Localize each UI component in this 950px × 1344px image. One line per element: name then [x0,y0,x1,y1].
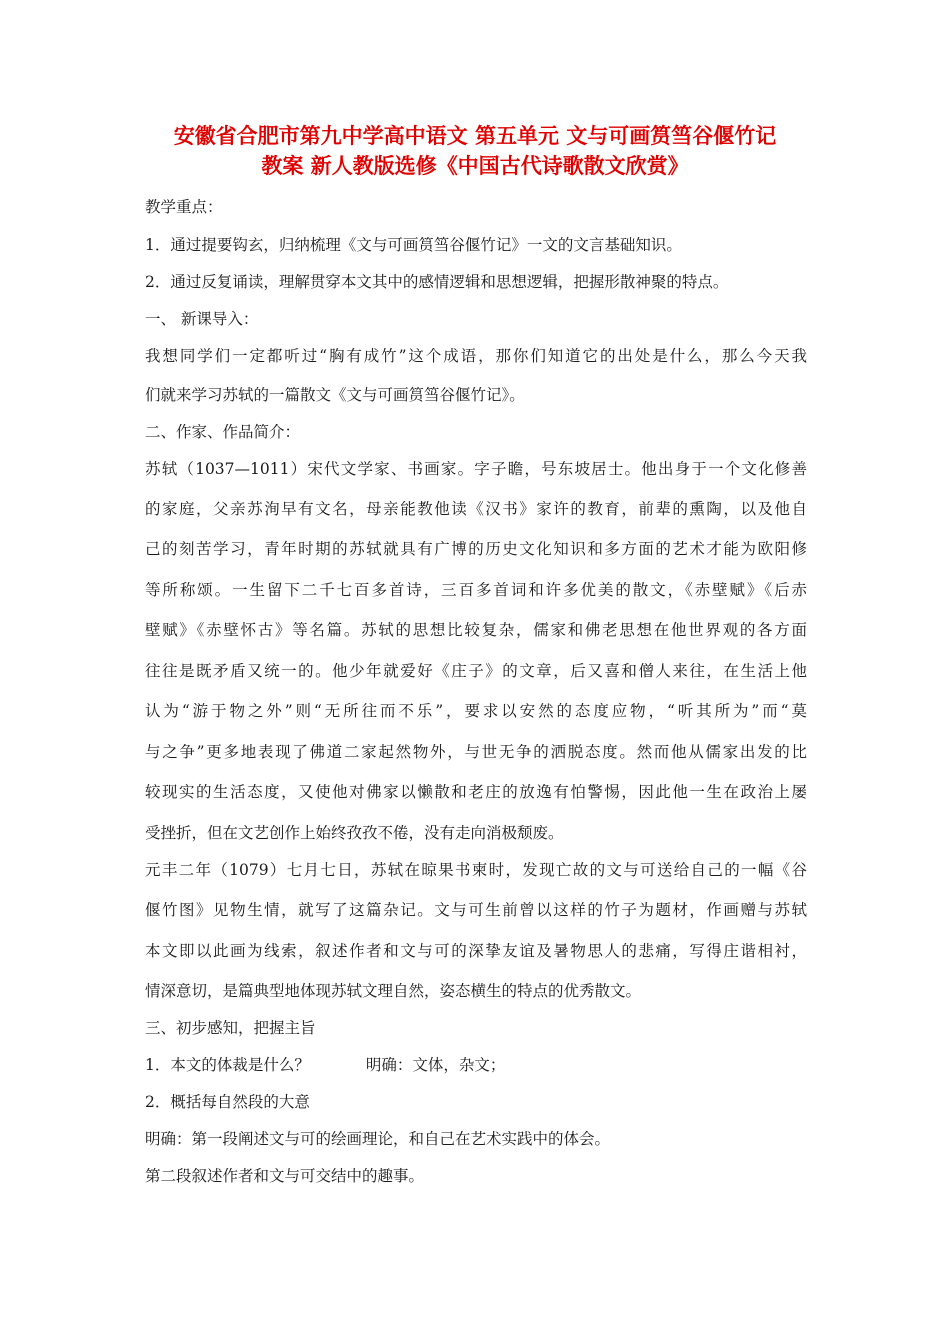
section-heading-perception: 三、初步感知，把握主旨 [145,1019,316,1037]
intro-line: 我想同学们一定都听过“胸有成竹”这个成语，那你们知道它的出处是什么，那么今天我 [145,347,807,365]
work-line: 偃竹图》见物生情，就写了这篇杂记。文与可生前曾以这样的竹子为题材，作画赠与苏轼 [145,901,807,919]
question-1-text: 1．本文的体裁是什么？ [145,1056,310,1074]
author-line: 受挫折，但在文艺创作上始终孜孜不倦，没有走向消极颓废。 [145,824,564,842]
question-1 [145,1054,807,1076]
answer-paragraph-2: 第二段叙述作者和文与可交结中的趣事。 [145,1167,425,1185]
author-line: 己的刻苦学习，青年时期的苏轼就具有广博的历史文化知识和多方面的艺术才能为欧阳修 [145,540,807,558]
title-line-1: 安徽省合肥市第九中学高中语文 第五单元 文与可画筼筜谷偃竹记 [173,124,777,148]
author-line: 苏轼（1037—1011）宋代文学家、书画家。字子瞻，号东坡居士。他出身于一个文化修善 [145,460,807,478]
author-line: 往往是既矛盾又统一的。他少年就爱好《庄子》的文章，后又喜和僧人来往，在生活上他 [145,662,807,680]
heading-teaching-focus: 教学重点： [145,198,223,216]
author-line: 的家庭，父亲苏洵早有文名，母亲能教他读《汉书》家许的教育，前辈的熏陶，以及他自 [145,500,807,518]
work-line: 本文即以此画为线索，叙述作者和文与可的深挚友谊及暑物思人的悲痛，写得庄谐相衬， [145,942,807,960]
intro-line: 们就来学习苏轼的一篇散文《文与可画筼筜谷偃竹记》。 [145,386,525,404]
author-line: 认为“游于物之外”则“无所往而不乐”，要求以安然的态度应物，“听其所为”而“莫 [145,702,807,720]
author-line: 壁赋》《赤壁怀古》等名篇。苏轼的思想比较复杂，儒家和佛老思想在他世界观的各方面 [145,621,807,639]
document-title [130,121,820,181]
question-1-answer: 明确：文体，杂文； [365,1056,506,1074]
section-heading-author: 二、作家、作品简介： [145,423,301,441]
question-2: 2．概括每自然段的大意 [145,1093,310,1111]
author-line: 与之争”更多地表现了佛道二家起然物外，与世无争的洒脱态度。然而他从儒家出发的比 [145,743,807,761]
answer-paragraph-1: 明确：第一段阐述文与可的绘画理论，和自己在艺术实践中的体会。 [145,1130,611,1148]
section-heading-intro: 一、 新课导入： [145,310,259,328]
focus-item-2: 2．通过反复诵读，理解贯穿本文其中的感情逻辑和思想逻辑，把握形散神聚的特点。 [145,273,729,291]
work-line: 元丰二年（1079）七月七日，苏轼在晾果书柬时，发现亡故的文与可送给自己的一幅《谷 [145,861,807,879]
focus-item-1: 1．通过提要钩玄，归纳梳理《文与可画筼筜谷偃竹记》一文的文言基础知识。 [145,236,682,254]
work-line: 情深意切，是篇典型地体现苏轼文理自然，姿态横生的特点的优秀散文。 [145,982,642,1000]
author-line: 等所称颂。一生留下二千七百多首诗，三百多首词和许多优美的散文，《赤壁赋》《后赤 [145,581,807,599]
author-line: 较现实的生活态度，又使他对佛家以懒散和老庄的放逸有怕警惕，因此他一生在政治上屡 [145,783,807,801]
title-line-2: 教案 新人教版选修《中国古代诗歌散文欣赏》 [261,154,689,178]
